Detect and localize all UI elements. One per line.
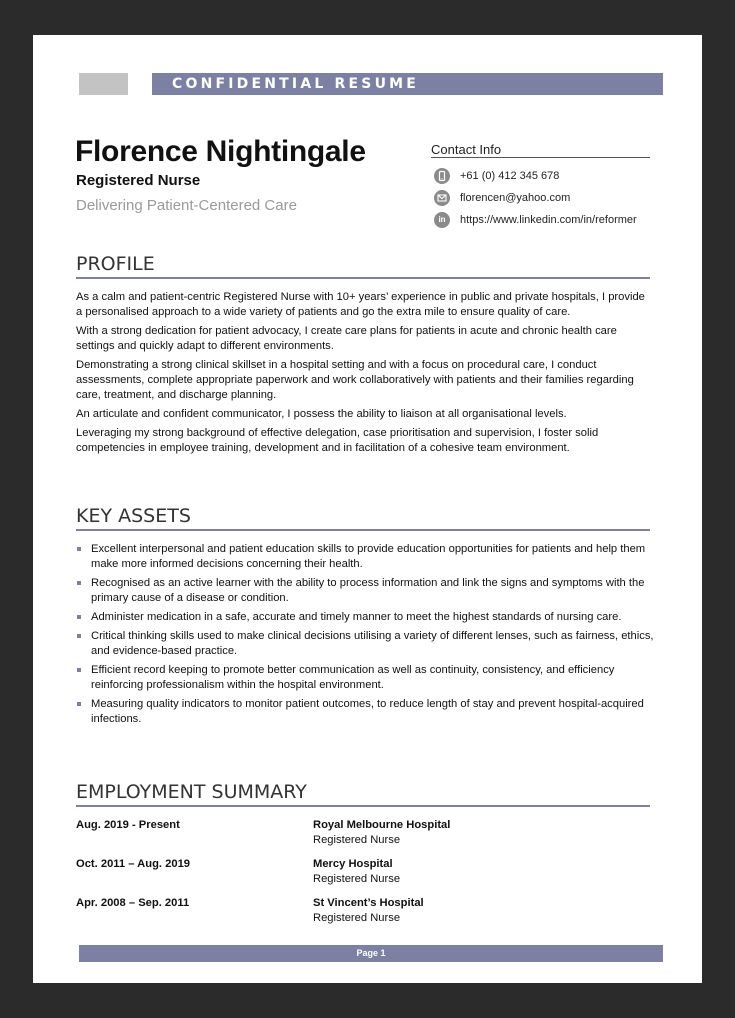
key-asset-text: Efficient record keeping to promote better communication as well as continuity, consistency, and efficiency reinforcing professionalism within the hospital environment. [91, 664, 615, 691]
email-icon [434, 190, 450, 206]
key-assets-list [76, 542, 656, 731]
list-item [76, 663, 656, 693]
header-gray-block [79, 73, 128, 95]
profile-paragraph: Leveraging my strong background of effective delegation, case prioritisation and supervision, I foster solid competencies in employee training, development and in facilitation of a cohesive team environment. [76, 427, 599, 454]
employment-rule [76, 805, 650, 807]
contact-email-text[interactable]: florencen@yahoo.com [460, 192, 571, 204]
key-assets-rule [76, 529, 650, 531]
employment-details [313, 818, 450, 848]
employer-name: St Vincent’s Hospital [313, 897, 424, 909]
employment-list [76, 818, 636, 935]
profile-rule [76, 277, 650, 279]
key-asset-text: Recognised as an active learner with the ability to process information and link the signs and symptoms with the primary cause of a disease or condition. [91, 577, 645, 604]
bullet-icon [77, 547, 81, 551]
job-title: Registered Nurse [313, 873, 401, 885]
contact-phone-text: +61 (0) 412 345 678 [460, 170, 560, 182]
employment-dates: Oct. 2011 – Aug. 2019 [76, 858, 191, 870]
profile-paragraph: With a strong dedication for patient advocacy, I create care plans for patients in acute and chronic health care settings and quickly adapt to different environments. [76, 325, 617, 352]
employment-dates: Apr. 2008 – Sep. 2011 [76, 897, 190, 909]
employer-name: Royal Melbourne Hospital [313, 819, 451, 831]
resume-page [33, 35, 702, 983]
bullet-icon [77, 581, 81, 585]
employment-row [76, 857, 636, 887]
employment-details [313, 896, 424, 926]
list-item [76, 610, 656, 625]
contact-info-heading: Contact Info [431, 142, 502, 157]
phone-icon [434, 168, 450, 184]
key-assets-heading: KEY ASSETS [76, 505, 191, 527]
bullet-icon [77, 668, 81, 672]
profile-text [76, 290, 654, 460]
contact-linkedin[interactable] [434, 212, 637, 228]
confidential-banner: CONFIDENTIAL RESUME [152, 73, 663, 95]
employer-name: Mercy Hospital [313, 858, 393, 870]
employment-dates: Aug. 2019 - Present [76, 819, 180, 831]
key-asset-text: Administer medication in a safe, accurate and timely manner to meet the highest standards of nursing care. [91, 611, 622, 623]
key-asset-text: Measuring quality indicators to monitor patient outcomes, to reduce length of stay and prevent hospital-acquired infections. [91, 698, 644, 725]
key-asset-text: Excellent interpersonal and patient education skills to provide education opportunities for patients and help them make more informed decisions concerning their health. [91, 543, 646, 570]
page-footer: Page 1 [79, 945, 663, 962]
profile-paragraph: As a calm and patient-centric Registered Nurse with 10+ years’ experience in public and private hospitals, I provide a personalised approach to a wide variety of patients and go the extra mile to ensure quality of care. [76, 291, 645, 318]
job-title: Registered Nurse [313, 912, 401, 924]
profile-paragraph: An articulate and confident communicator, I possess the ability to liaison at all organisational levels. [76, 408, 567, 420]
list-item [76, 576, 656, 606]
employment-details [313, 857, 400, 887]
candidate-name: Florence Nightingale [75, 135, 366, 168]
contact-email[interactable] [434, 190, 570, 206]
employment-heading: EMPLOYMENT SUMMARY [76, 781, 307, 803]
contact-linkedin-text[interactable]: https://www.linkedin.com/in/reformer [460, 214, 637, 226]
list-item [76, 697, 656, 727]
bullet-icon [77, 615, 81, 619]
employment-row [76, 896, 636, 926]
bullet-icon [77, 702, 81, 706]
candidate-role: Registered Nurse [76, 172, 201, 189]
list-item [76, 629, 656, 659]
linkedin-icon: in [434, 212, 450, 228]
employment-row [76, 818, 636, 848]
profile-heading: PROFILE [76, 253, 155, 275]
list-item [76, 542, 656, 572]
profile-paragraph: Demonstrating a strong clinical skillset in a hospital setting and with a focus on procedural care, I conduct assessments, complete appropriate paperwork and work collaboratively with patients and their families regarding care, treatment, and discharge planning. [76, 359, 634, 401]
key-asset-text: Critical thinking skills used to make clinical decisions utilising a variety of different lenses, such as fairness, ethics, and evidence-based practice. [91, 630, 654, 657]
contact-phone [434, 168, 559, 184]
contact-divider [431, 157, 650, 158]
bullet-icon [77, 634, 81, 638]
job-title: Registered Nurse [313, 834, 401, 846]
candidate-tagline: Delivering Patient-Centered Care [76, 197, 297, 214]
